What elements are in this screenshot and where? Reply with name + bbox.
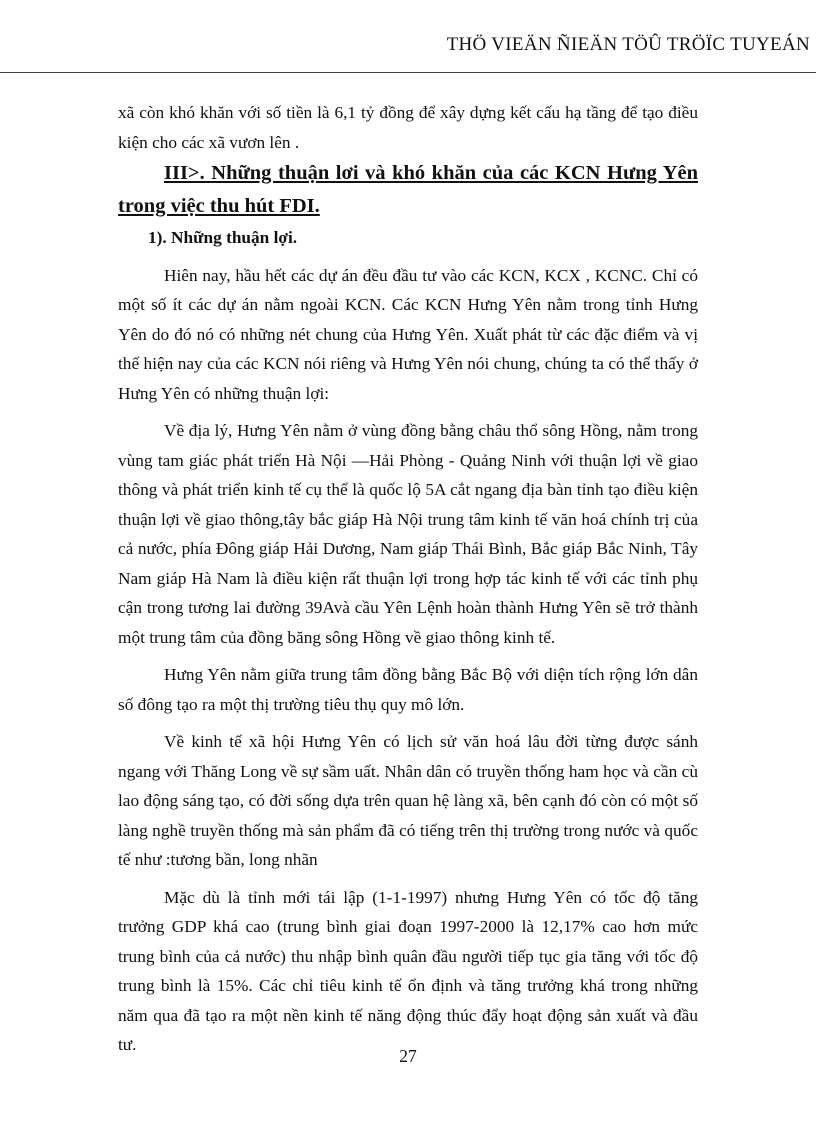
body-paragraph-1: Hiên nay, hầu hết các dự án đều đầu tư vào các KCN, KCX , KCNC. Chỉ có một số ít các dự án nằm ngoài KCN. Các KCN Hưng Yên nằm trong tỉnh Hưng Yên do đó nó có những nét chung của Hưng Yên. Xuất phát từ các đặc điểm và vị thế hiện nay của các KCN nói riêng và Hưng Yên nói chung, chúng ta có thể thấy ở Hưng Yên có những thuận lợi: [118,265,698,403]
body-paragraph-4: Về kinh tế xã hội Hưng Yên có lịch sử văn hoá lâu đời từng được sánh ngang với Thăng Long về sự sầm uất. Nhân dân có truyền thống ham học và cần cù lao động sáng tạo, có đời sống dựa trên quan hệ làng xã, bên cạnh đó còn có một số làng nghề truyền thống mà sản phẩm đã có tiếng trên thị trường trong nước và quốc tế như :tương bần, long nhãn [118,732,698,869]
document-body [118,98,698,1060]
body-paragraph-3: Hưng Yên nằm giữa trung tâm đồng bằng Bắc Bộ với diện tích rộng lớn dân số đông tạo ra một thị trường tiêu thụ quy mô lớn. [118,665,698,714]
body-paragraph-2: Về địa lý, Hưng Yên nằm ở vùng đồng bằng châu thổ sông Hồng, nằm trong vùng tam giác phát triển Hà Nội —Hải Phòng - Quảng Ninh với thuận lợi về giao thông và phát triển kinh tế cụ thể là quốc lộ 5A cắt ngang địa bàn tỉnh tạo điều kiện thuận lợi về giao thông,tây bắc giáp Hà Nội trung tâm kinh tế văn hoá chính trị của cả nước, phía Đông giáp Hải Dương, Nam giáp Thái Bình, Bắc giáp Bắc Ninh, Tây Nam giáp Hà Nam là điều kiện rất thuận lợi trong hợp tác kinh tế với các tỉnh phụ cận trong tương lai đường 39Avà cầu Yên Lệnh hoàn thành Hưng Yên sẽ trở thành một trung tâm của đồng băng sông Hồng về giao thông kinh tế. [118,421,698,647]
page-number: 27 [399,1046,417,1066]
body-paragraph-5: Mặc dù là tỉnh mới tái lập (1-1-1997) nhưng Hưng Yên có tốc độ tăng trưởng GDP khá cao (trung bình giai đoạn 1997-2000 là 12,17% cao hơn mức trung bình của cả nước) thu nhập bình quân đầu người tiếp tục gia tăng với tốc độ trung bình là 15%. Các chỉ tiêu kinh tế ổn định và tăng trưởng khá trong những năm qua đã tạo ra một nền kinh tế năng động thúc đẩy hoạt động sản xuất và đầu tư. [118,887,698,1054]
header-divider [0,72,816,73]
subsection-heading: 1). Những thuận lợi. [148,228,298,247]
page-header-title: THÖ VIEÄN ÑIEÄN TÖÛ TRÖÏC TUYEÁN [446,34,810,55]
intro-paragraph: xã còn khó khăn với số tiền là 6,1 tỷ đồng để xây dựng kết cấu hạ tầng để tạo điều kiện cho các xã vươn lên . [118,103,698,152]
section-heading: III>. Những thuận lơi và khó khăn của các KCN Hưng Yên trong việc thu hút FDI. [118,162,698,217]
